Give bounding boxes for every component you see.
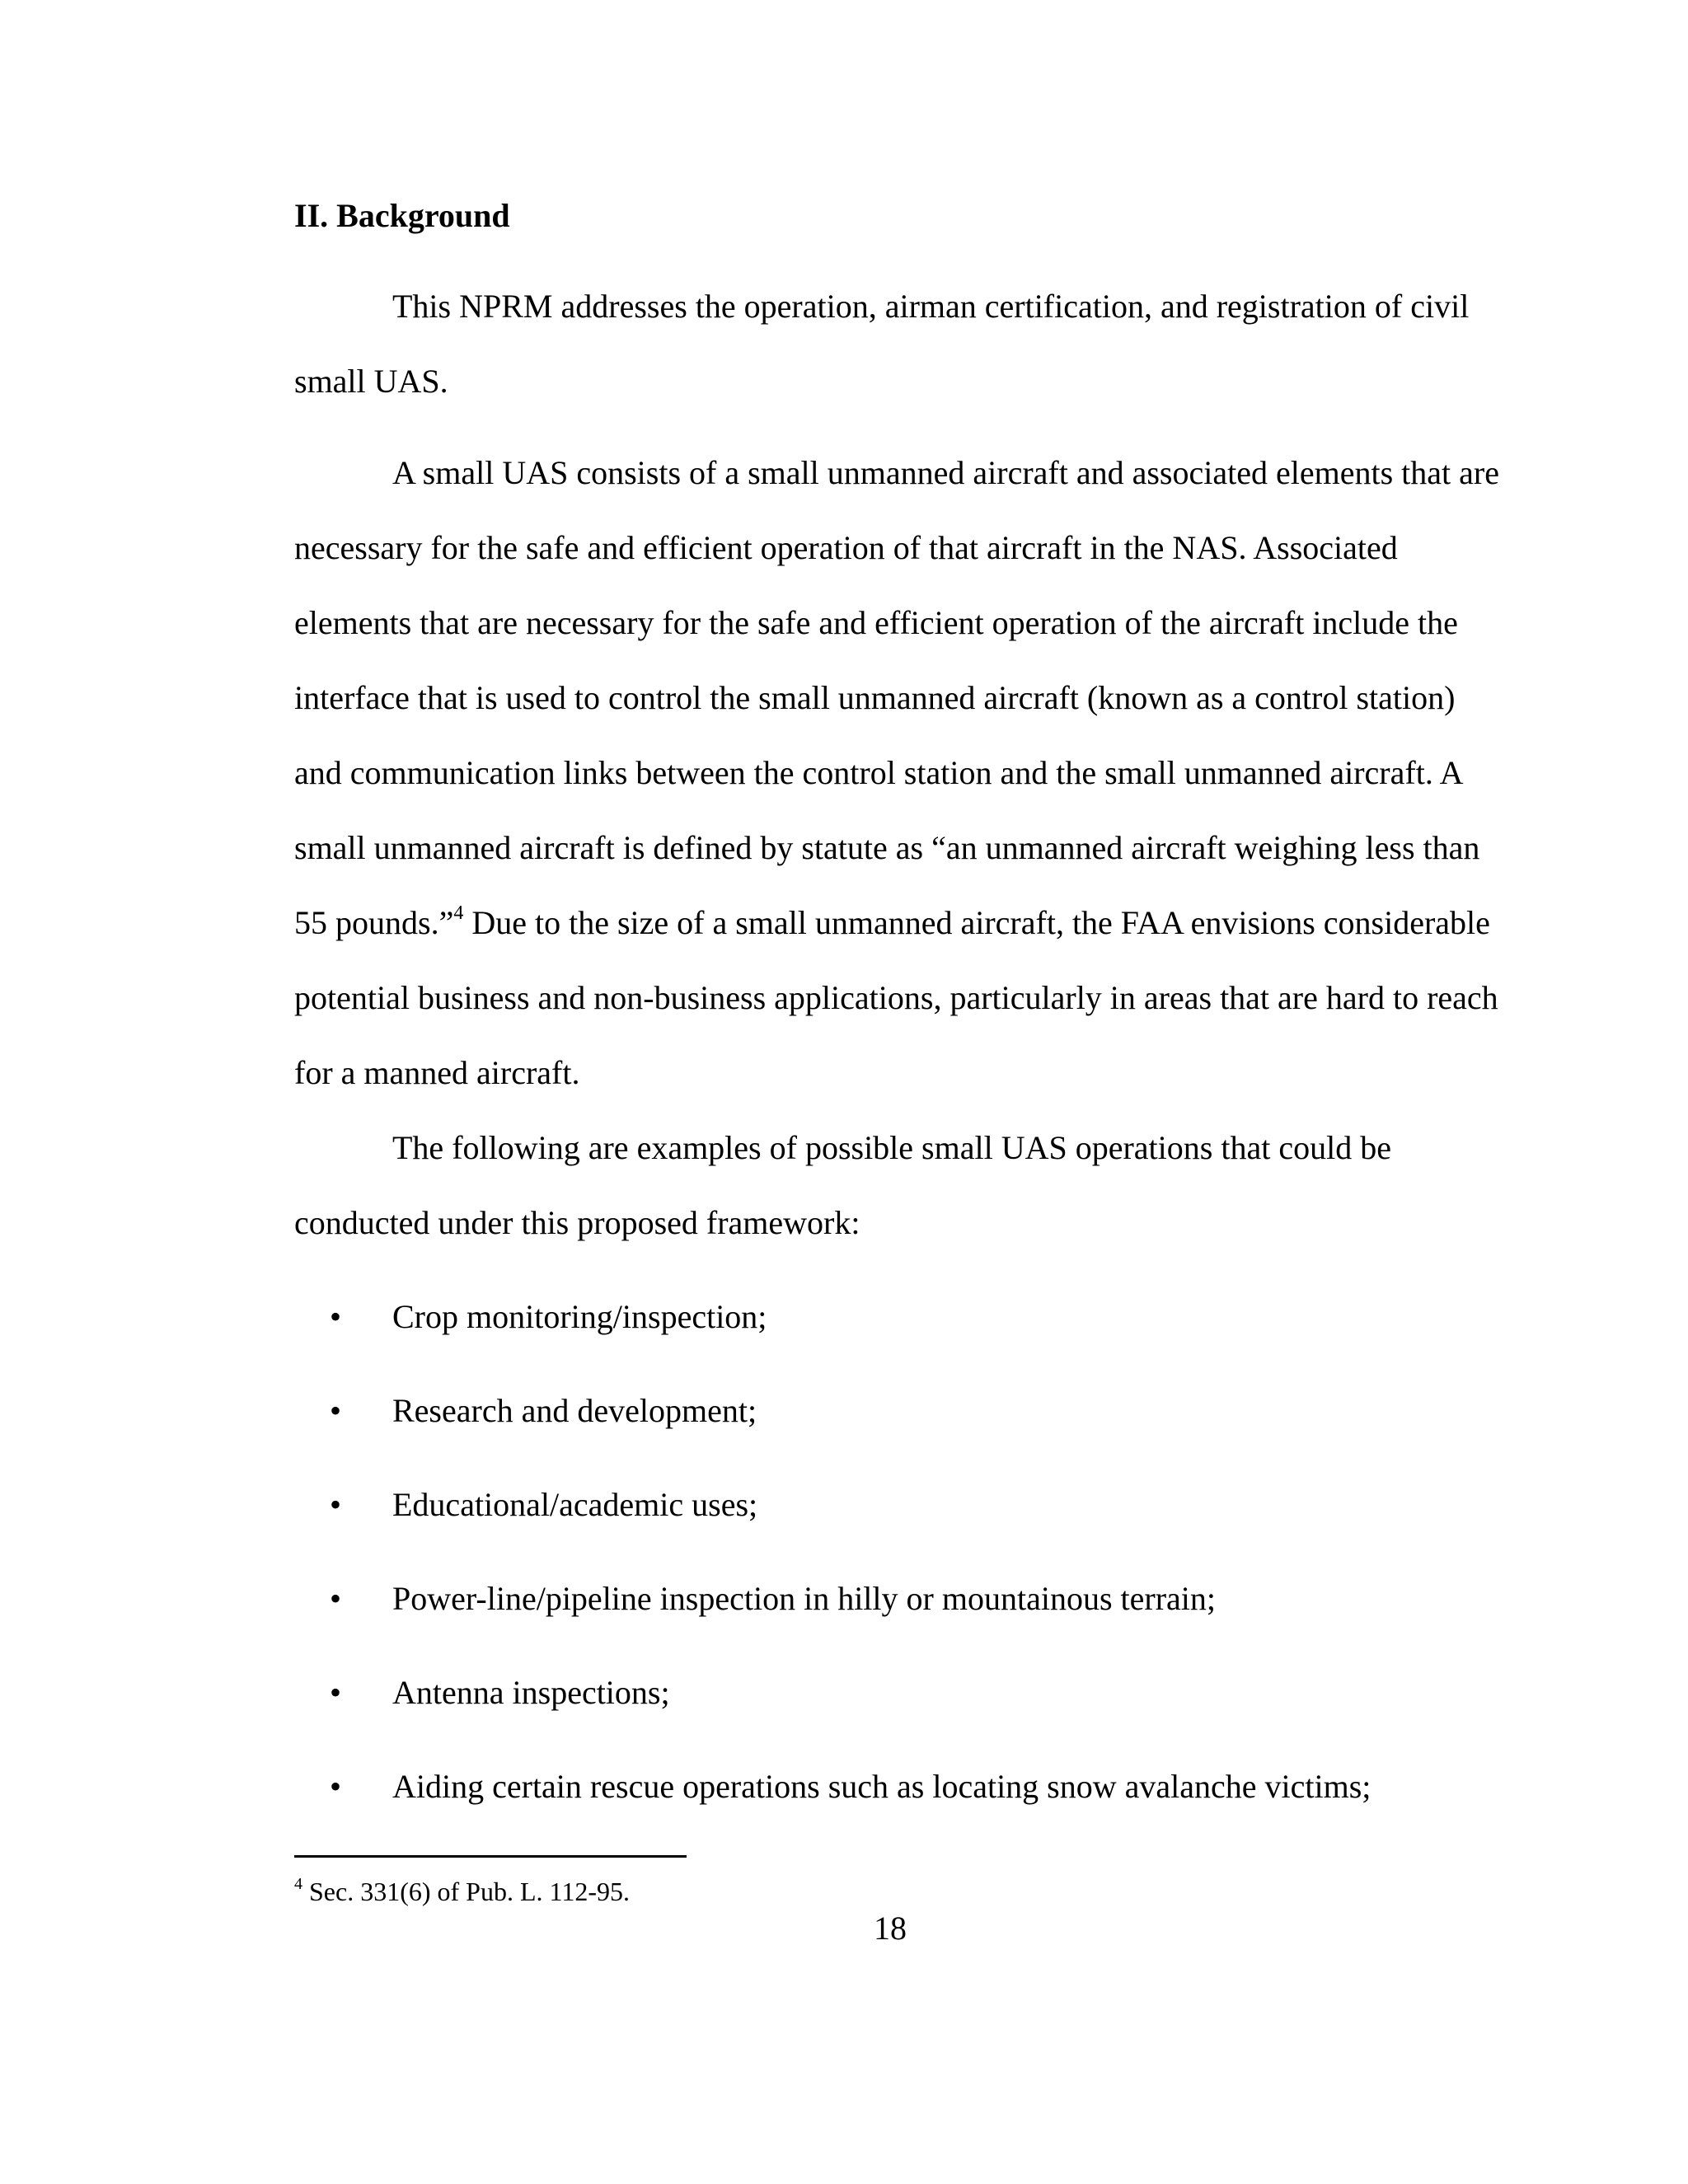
paragraph-3-line-2: conducted under this proposed framework: xyxy=(294,1204,860,1241)
bullet-text: Educational/academic uses; xyxy=(392,1486,758,1523)
bullet-dot-icon: • xyxy=(330,1298,342,1335)
bullet-dot-icon: • xyxy=(330,1768,342,1805)
bullet-dot-icon: • xyxy=(330,1580,342,1617)
bullet-text: Antenna inspections; xyxy=(392,1674,670,1711)
paragraph-1-line-2: small UAS. xyxy=(294,363,448,400)
section-heading: II. Background xyxy=(294,197,510,234)
bullet-dot-icon: • xyxy=(330,1392,342,1429)
paragraph-3-line-1: The following are examples of possible small UAS operations that could be xyxy=(392,1129,1391,1166)
paragraph-2-line-7 xyxy=(294,897,1490,949)
bullet-text: Research and development; xyxy=(392,1392,757,1429)
footnote-number: 4 xyxy=(294,1875,302,1894)
paragraph-2-line-6: small unmanned aircraft is defined by statute as “an unmanned aircraft weighing less than xyxy=(294,829,1480,866)
paragraph-2-line-3: elements that are necessary for the safe and efficient operation of the aircraft include the xyxy=(294,604,1458,641)
paragraph-2-line-2: necessary for the safe and efficient operation of that aircraft in the NAS. Associated xyxy=(294,529,1398,566)
footnote-divider xyxy=(294,1855,687,1858)
paragraph-2-line-9: for a manned aircraft. xyxy=(294,1054,580,1091)
bullet-dot-icon: • xyxy=(330,1486,342,1523)
bullet-text: Crop monitoring/inspection; xyxy=(392,1298,767,1335)
page-number: 18 xyxy=(874,1910,907,1947)
footnote-text: Sec. 331(6) of Pub. L. 112-95. xyxy=(302,1877,630,1906)
bullet-text: Power-line/pipeline inspection in hilly or mountainous terrain; xyxy=(392,1580,1217,1617)
footnote-reference: 4 xyxy=(453,902,464,924)
paragraph-2-line-4: interface that is used to control the small unmanned aircraft (known as a control station) xyxy=(294,679,1456,716)
paragraph-1-line-1: This NPRM addresses the operation, airman certification, and registration of civil xyxy=(392,288,1470,325)
bullet-text: Aiding certain rescue operations such as locating snow avalanche victims; xyxy=(392,1768,1372,1805)
bullet-dot-icon: • xyxy=(330,1674,342,1711)
line-7-start: 55 pounds.” xyxy=(294,904,454,941)
paragraph-2-line-1: A small UAS consists of a small unmanned aircraft and associated elements that are xyxy=(392,454,1499,491)
paragraph-2-line-5: and communication links between the control station and the small unmanned aircraft. A xyxy=(294,754,1464,791)
paragraph-2-line-8: potential business and non-business applications, particularly in areas that are hard to reach xyxy=(294,979,1498,1016)
line-7-end: Due to the size of a small unmanned aircraft, the FAA envisions considerable xyxy=(463,904,1490,941)
